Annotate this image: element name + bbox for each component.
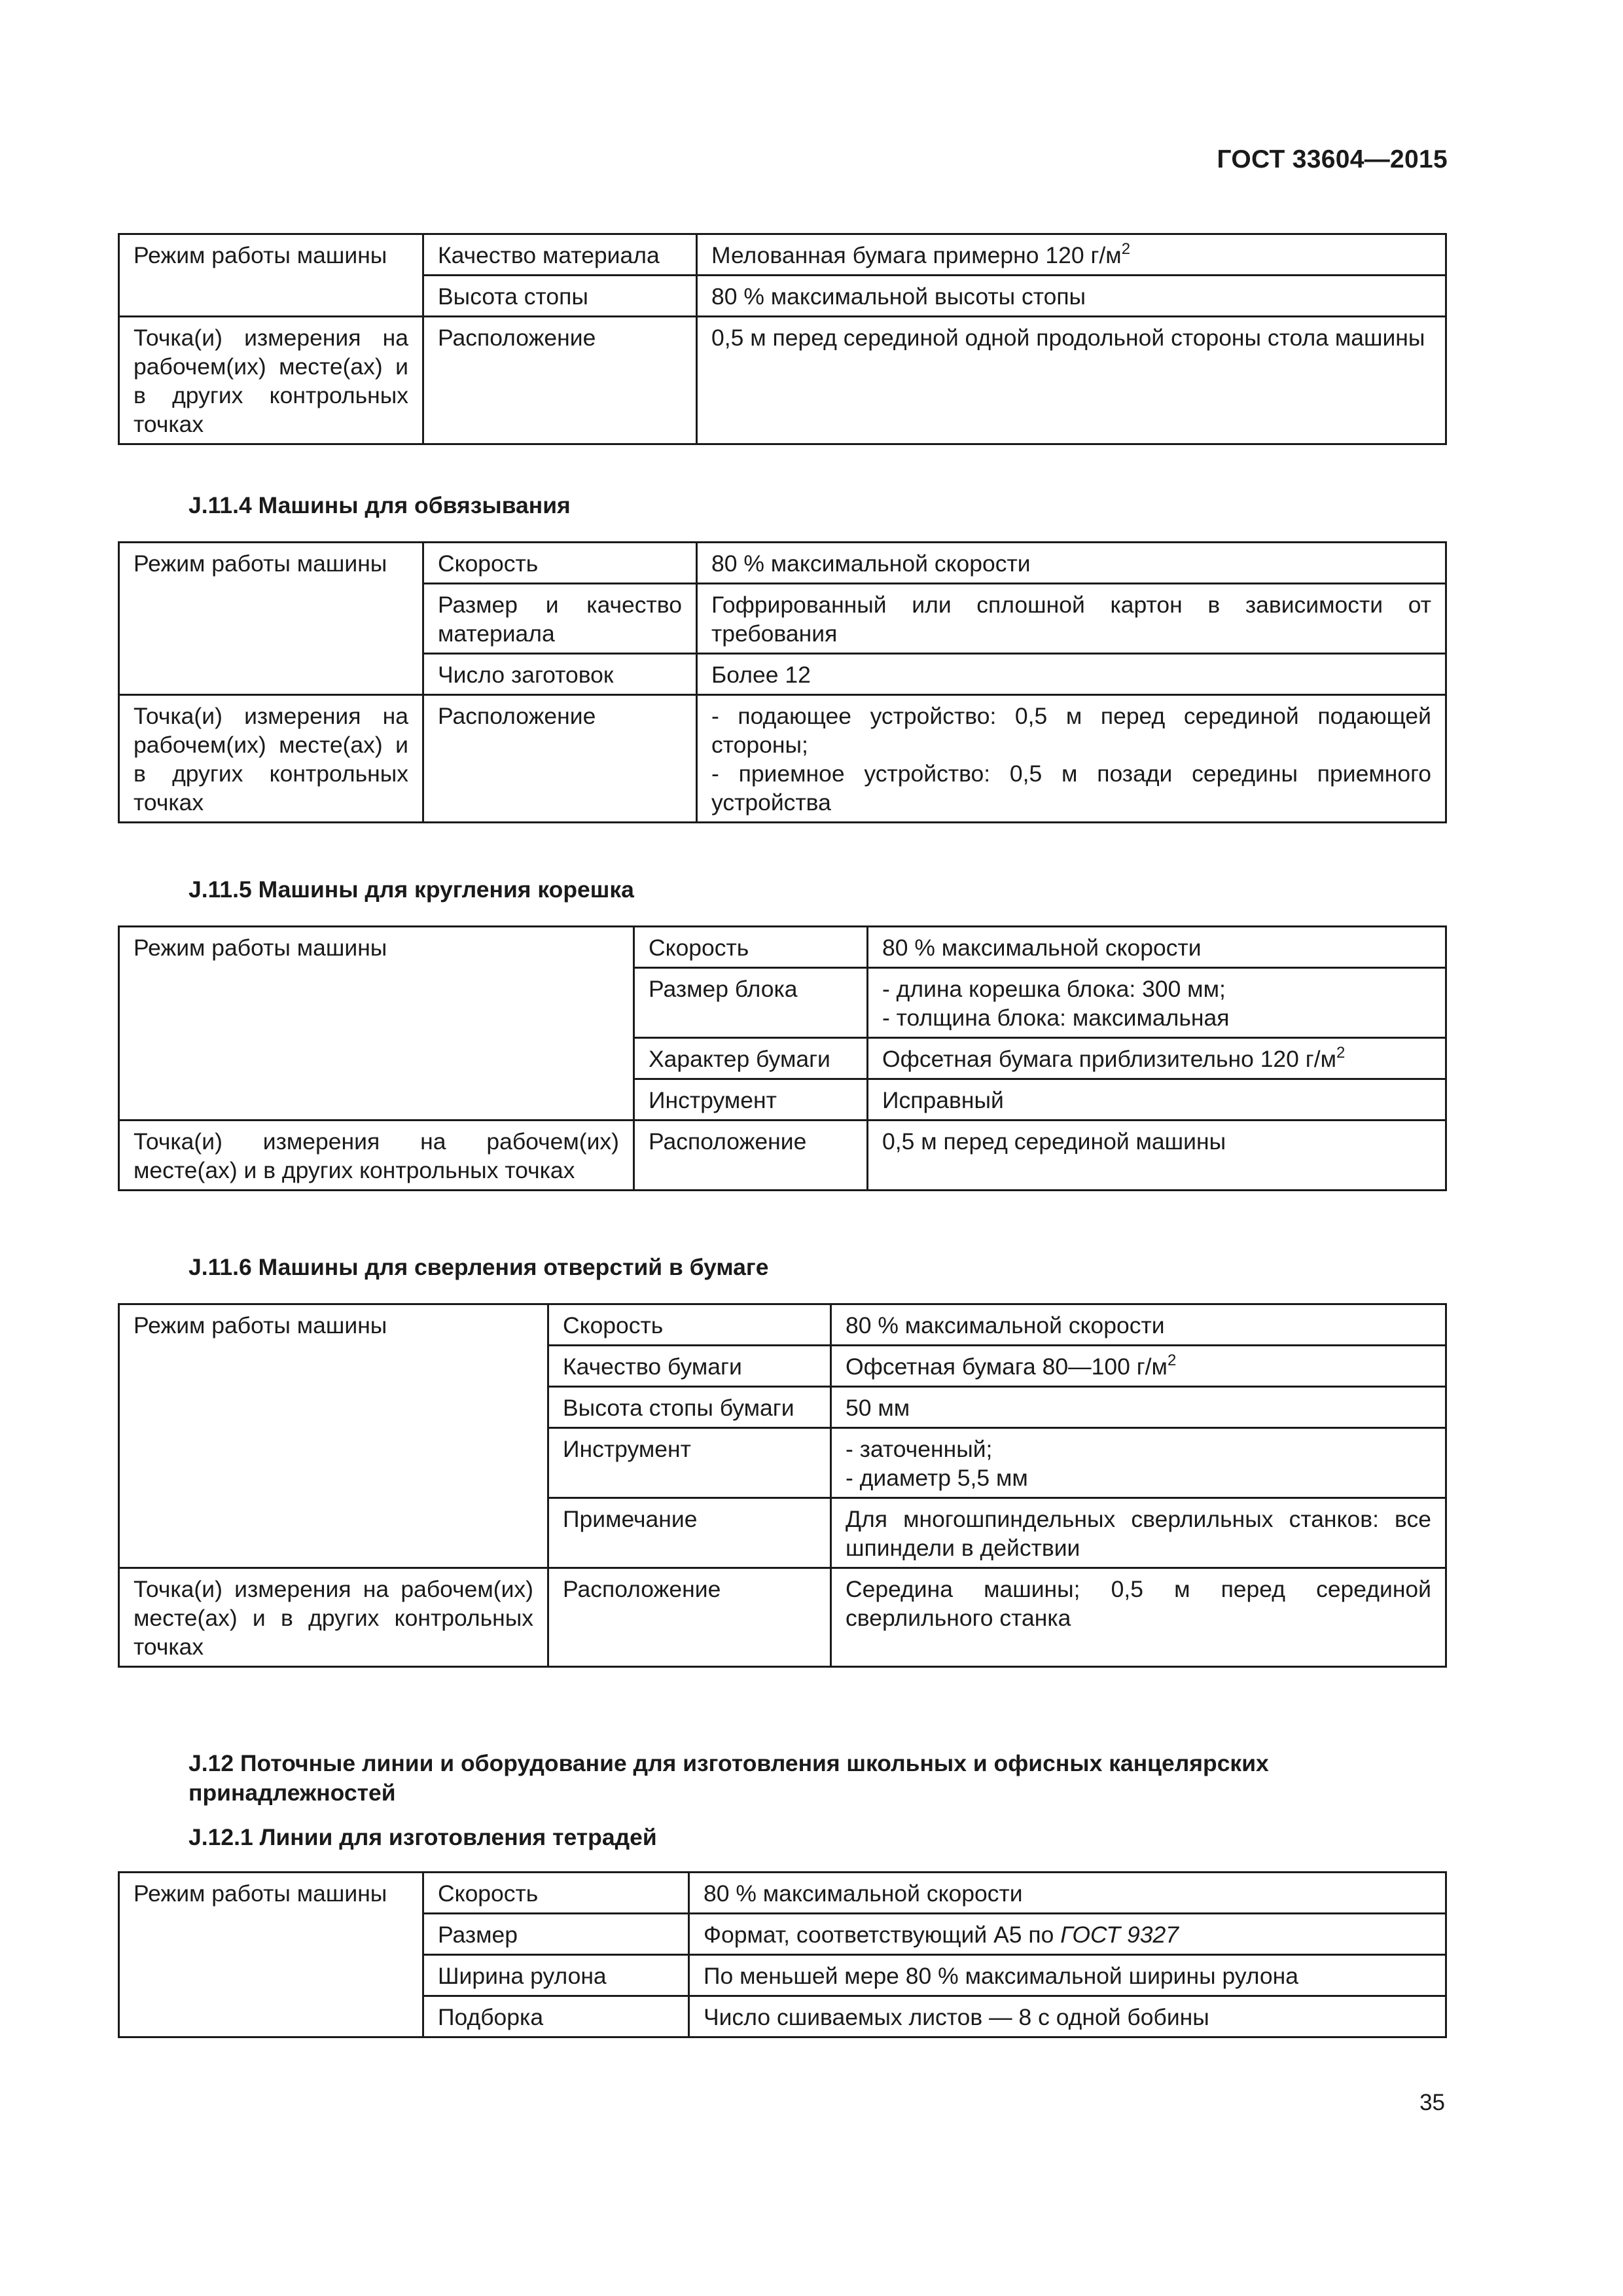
value-line: - приемное устройство: 0,5 м позади середины приемного устройства: [711, 761, 1431, 816]
param-cell: Расположение: [548, 1568, 831, 1667]
table-row: [119, 543, 1446, 584]
section-heading-j115: J.11.5 Машины для кругления корешка: [188, 876, 634, 903]
value-cell: Исправный: [868, 1079, 1446, 1121]
row-label-line: Точка(и) измерения на рабочем(их): [134, 1128, 619, 1155]
value-cell: Для многошпиндельных сверлильных станков: все шпиндели в действии: [831, 1498, 1446, 1568]
param-cell: Качество бумаги: [548, 1346, 831, 1387]
value-cell: Более 12: [697, 654, 1446, 695]
value-cell: 50 мм: [831, 1387, 1446, 1428]
param-cell: Размер и качество материала: [423, 584, 697, 654]
row-label: Режим работы машины: [119, 234, 423, 317]
table-row: [119, 1121, 1446, 1191]
param-cell: Инструмент: [548, 1428, 831, 1498]
table-row: [119, 234, 1446, 276]
param-cell: Инструмент: [634, 1079, 868, 1121]
row-label: [119, 1121, 634, 1191]
param-cell: Подборка: [423, 1996, 689, 2037]
value-cell: 80 % максимальной высоты стопы: [697, 276, 1446, 317]
value-cell: 80 % максимальной скорости: [831, 1304, 1446, 1346]
table-j121: [118, 1871, 1447, 2038]
table-j116: [118, 1303, 1447, 1668]
value-cell: Гофрированный или сплошной картон в зависимости от требования: [697, 584, 1446, 654]
page-number: 35: [1419, 2090, 1445, 2115]
table-row: [119, 1304, 1446, 1346]
row-label: Режим работы машины: [119, 1304, 548, 1568]
param-cell: Расположение: [423, 695, 697, 823]
param-cell: Скорость: [423, 1873, 689, 1914]
value-cell: По меньшей мере 80 % максимальной ширины рулона: [689, 1955, 1446, 1996]
param-cell: Скорость: [634, 927, 868, 968]
param-cell: Расположение: [634, 1121, 868, 1191]
table-j115: [118, 925, 1447, 1191]
value-line: - подающее устройство: 0,5 м перед серединой подающей стороны;: [711, 703, 1431, 758]
row-label: Точка(и) измерения на рабочем(их) месте(ах) и в других контрольных точках: [119, 317, 423, 444]
value-cell: 80 % максимальной скорости: [697, 543, 1446, 584]
table-j113-continuation: [118, 233, 1447, 445]
param-cell: Скорость: [423, 543, 697, 584]
standard-reference: ГОСТ 9327: [1060, 1922, 1179, 1948]
value-cell: 0,5 м перед серединой машины: [868, 1121, 1446, 1191]
value-cell: Формат, соответствующий А5 по ГОСТ 9327: [689, 1914, 1446, 1955]
value-cell: [831, 1428, 1446, 1498]
value-cell: 0,5 м перед серединой одной продольной стороны стола машины: [697, 317, 1446, 444]
table-row: [119, 1873, 1446, 1914]
table-row: [119, 317, 1446, 444]
table-row: [119, 1568, 1446, 1667]
section-heading-j12: J.12 Поточные линии и оборудование для изготовления школьных и офисных канцелярских принадлежностей: [188, 1750, 1269, 1806]
table-row: [119, 695, 1446, 823]
value-cell: Мелованная бумага примерно 120 $г/м^2$: [697, 234, 1446, 276]
value-cell: Офсетная бумага 80—100 $г/м^2$: [831, 1346, 1446, 1387]
value-line: - диаметр 5,5 мм: [846, 1465, 1028, 1491]
row-label: Точка(и) измерения на рабочем(их) месте(ах) и в других контрольных точках: [119, 695, 423, 823]
row-label: Режим работы машины: [119, 1873, 423, 2037]
param-cell: Число заготовок: [423, 654, 697, 695]
param-cell: Ширина рулона: [423, 1955, 689, 1996]
row-label: Режим работы машины: [119, 543, 423, 695]
value-cell: Офсетная бумага приблизительно 120 $г/м^2$: [868, 1038, 1446, 1079]
table-row: [119, 927, 1446, 968]
value-cell: 80 % максимальной скорости: [868, 927, 1446, 968]
value-cell: [868, 968, 1446, 1038]
param-cell: Размер: [423, 1914, 689, 1955]
document-code: ГОСТ 33604—2015: [1217, 145, 1448, 173]
param-cell: Скорость: [548, 1304, 831, 1346]
param-cell: Высота стопы бумаги: [548, 1387, 831, 1428]
value-line: - длина корешка блока: 300 мм;: [882, 976, 1226, 1002]
section-heading-j121: J.12.1 Линии для изготовления тетрадей: [188, 1824, 657, 1850]
value-cell: Середина машины; 0,5 м перед серединой сверлильного станка: [831, 1568, 1446, 1667]
param-cell: Качество материала: [423, 234, 697, 276]
param-cell: Примечание: [548, 1498, 831, 1568]
row-label: Режим работы машины: [119, 927, 634, 1121]
value-cell: [697, 695, 1446, 823]
value-line: - толщина блока: максимальная: [882, 1005, 1230, 1031]
param-cell: Характер бумаги: [634, 1038, 868, 1079]
value-cell: 80 % максимальной скорости: [689, 1873, 1446, 1914]
value-line: - заточенный;: [846, 1436, 993, 1462]
param-cell: Расположение: [423, 317, 697, 444]
value-cell: Число сшиваемых листов — 8 с одной бобины: [689, 1996, 1446, 2037]
param-cell: Размер блока: [634, 968, 868, 1038]
param-cell: Высота стопы: [423, 276, 697, 317]
row-label: Точка(и) измерения на рабочем(их) месте(ах) и в других контрольных точках: [119, 1568, 548, 1667]
table-j114: [118, 541, 1447, 823]
section-heading-j116: J.11.6 Машины для сверления отверстий в бумаге: [188, 1254, 769, 1280]
section-heading-j114: J.11.4 Машины для обвязывания: [188, 492, 571, 518]
row-label-line: месте(ах) и в других контрольных точках: [134, 1157, 575, 1183]
